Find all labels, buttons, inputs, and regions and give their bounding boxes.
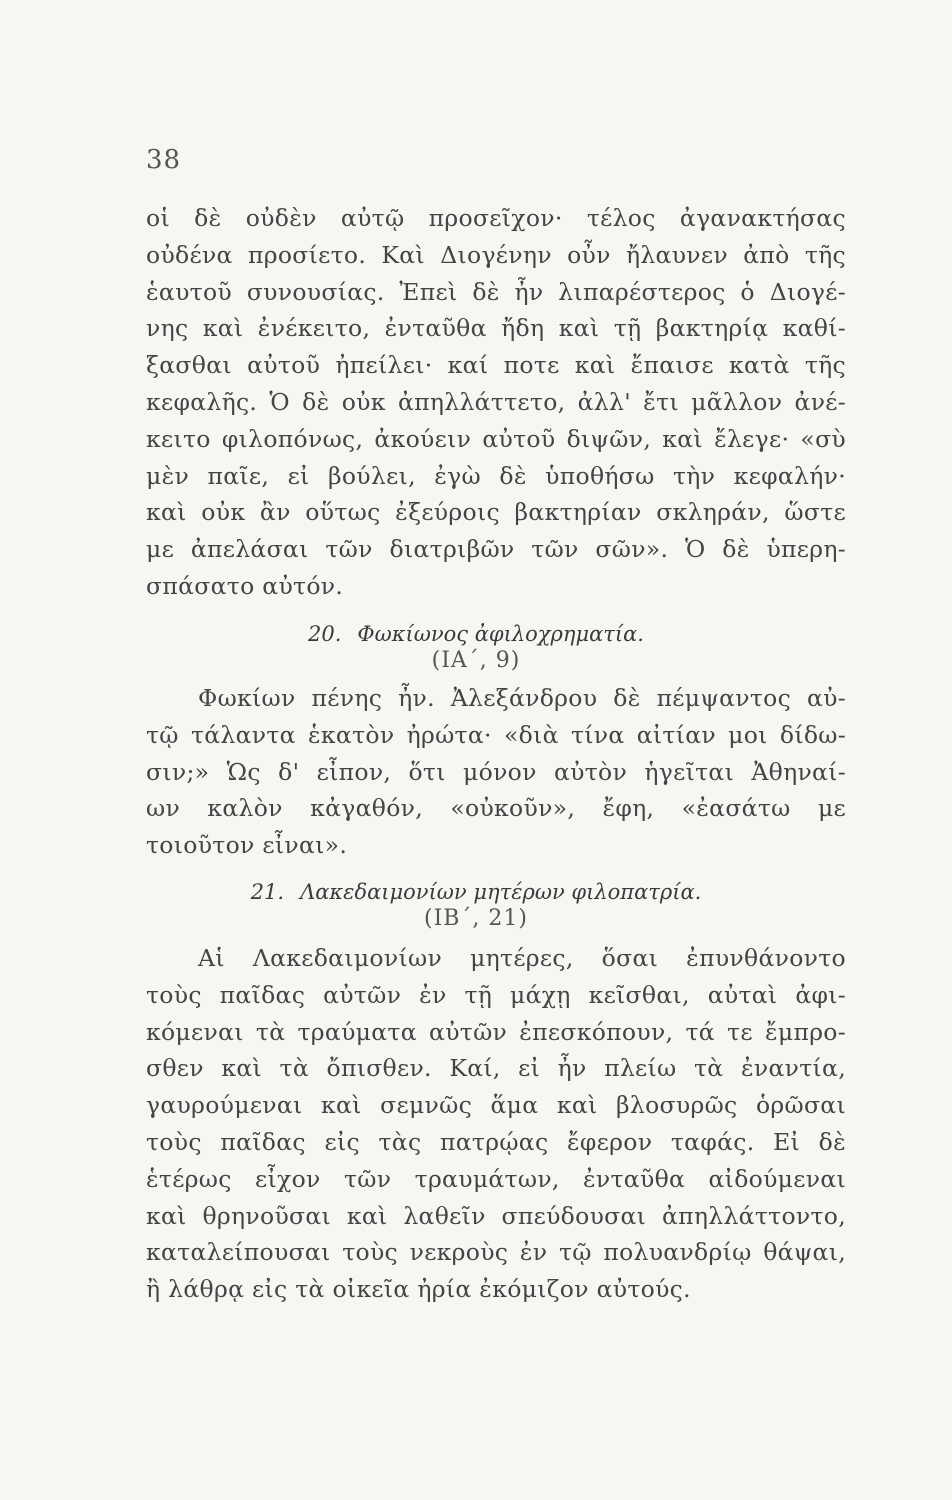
paragraph-diogenes [146, 200, 846, 605]
paragraph-spartan-mothers [146, 940, 846, 1308]
text-line: τοὺς παῖδας αὐτῶν ἐν τῇ μάχῃ κεῖσθαι, αὐταὶ ἀφι- [146, 980, 846, 1009]
text-line: σθεν καὶ τὰ ὄπισθεν. Καί, εἰ ἦν πλείω τὰ ἐναντία, [146, 1054, 846, 1083]
text-line: ων καλὸν κἀγαθόν, «οὐκοῦν», ἔφη, «ἐασάτω με [146, 794, 846, 823]
text-line: καταλείπουσαι τοὺς νεκροὺς ἐν τῷ πολυανδρίῳ θάψαι, [146, 1238, 846, 1267]
page-number: 38 [146, 145, 182, 175]
section-title: Λακεδαιμονίων μητέρων φιλοπατρία. [300, 880, 702, 904]
text-line: κειτο φιλοπόνως, ἀκούειν αὐτοῦ διψῶν, καὶ ἔλεγε· «σὺ [146, 424, 846, 453]
text-line: Αἱ Λακεδαιμονίων μητέρες, ὅσαι ἐπυνθάνοντο [198, 944, 846, 972]
text-line: νης καὶ ἐνέκειτο, ἐνταῦθα ἤδη καὶ τῇ βακτηρίᾳ καθί- [146, 314, 846, 343]
text-line: γαυρούμεναι καὶ σεμνῶς ἅμα καὶ βλοσυρῶς ὁρῶσαι [146, 1091, 846, 1120]
text-line: καὶ οὐκ ἂν οὕτως ἐξεύροις βακτηρίαν σκληράν, ὥστε [146, 498, 846, 527]
section-21-reference: (ΙΒ΄, 21) [423, 906, 528, 931]
text-line: σπάσατο αὐτόν. [146, 571, 344, 600]
text-line: μὲν παῖε, εἰ βούλει, ἐγὼ δὲ ὑποθήσω τὴν κεφαλήν· [146, 461, 846, 490]
text-line: κόμεναι τὰ τραύματα αὐτῶν ἐπεσκόπουν, τά τε ἔμπρο- [146, 1017, 846, 1046]
text-line: ξασθαι αὐτοῦ ἠπείλει· καί ποτε καὶ ἔπαισε κατὰ τῆς [146, 351, 846, 380]
section-20-heading [0, 622, 952, 646]
text-line: ἑαυτοῦ συνουσίας. Ἐπεὶ δὲ ἦν λιπαρέστερος ὁ Διογέ- [146, 277, 846, 306]
section-number: 20. [308, 622, 342, 646]
text-line: Φωκίων πένης ἦν. Ἀλεξάνδρου δὲ πέμψαντος αὐ- [198, 684, 846, 712]
text-line: τῷ τάλαντα ἑκατὸν ἠρώτα· «διὰ τίνα αἰτίαν μοι δίδω- [146, 720, 846, 749]
section-number: 21. [250, 880, 285, 904]
text-line: με ἀπελάσαι τῶν διατριβῶν τῶν σῶν». Ὁ δὲ ὑπερη- [146, 535, 846, 564]
text-line: ἑτέρως εἶχον τῶν τραυμάτων, ἐνταῦθα αἰδούμεναι [146, 1164, 846, 1193]
paragraph-phocion [146, 680, 846, 864]
text-line: καὶ θρηνοῦσαι καὶ λαθεῖν σπεύδουσαι ἀπηλλάττοντο, [146, 1201, 846, 1230]
text-line: ἢ λάθρᾳ εἰς τὰ οἰκεῖα ἠρία ἐκόμιζον αὐτούς. [146, 1275, 691, 1304]
text-line: οὐδένα προσίετο. Καὶ Διογένην οὖν ἤλαυνεν ἀπὸ τῆς [146, 240, 846, 269]
text-line: οἱ δὲ οὐδὲν αὐτῷ προσεῖχον· τέλος ἀγανακτήσας [146, 204, 846, 232]
section-title: Φωκίωνος ἀφιλοχρηματία. [357, 622, 644, 646]
section-21-heading [0, 880, 952, 904]
section-20-reference: (ΙΑ΄, 9) [431, 648, 521, 673]
text-line: τοὺς παῖδας εἰς τὰς πατρῴας ἔφερον ταφάς. Εἰ δὲ [146, 1127, 846, 1156]
text-line: τοιοῦτον εἶναι». [146, 831, 348, 860]
text-line: σιν;» Ὡς δ' εἶπον, ὅτι μόνον αὐτὸν ἡγεῖται Ἀθηναί- [146, 757, 846, 786]
text-line: κεφαλῆς. Ὁ δὲ οὐκ ἀπηλλάττετο, ἀλλ' ἔτι μᾶλλον ἀνέ- [146, 387, 846, 416]
